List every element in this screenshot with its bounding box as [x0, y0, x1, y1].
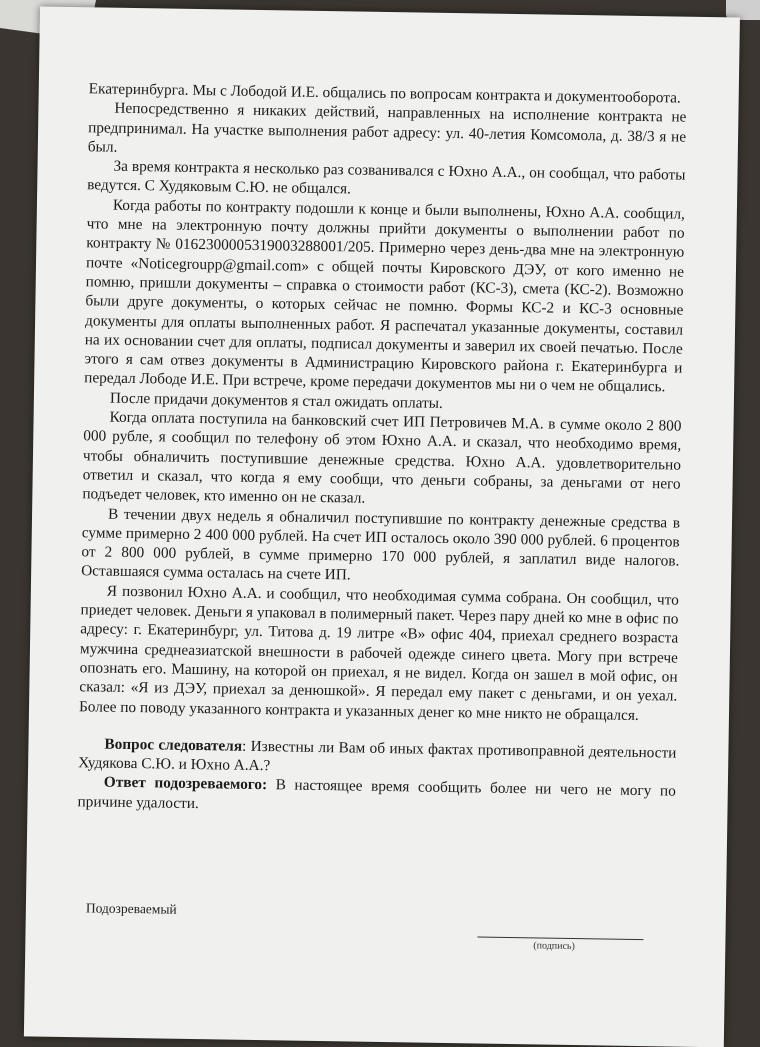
paragraph-4: Когда работы по контракту подошли к конце и были выполнены, Юхно А.А. сообщил, что мне на электронную почту должны прийти документы о выполнении работ по контракту № 0162300005319003288001/205. Примерно через день-два мне на электронную почте «Noticegroupp@gmail.com» с общей почты Кировского ДЭУ, от кого именно не помню, пришли документы – справка о стоимости работ (КС-3), смета (КС-2). Возможно были друге документы, о которых сейчас не помню. Формы КС-2 и КС-3 основные документы для оплаты выполненных работ. Я распечатал указанные документы, составил на их основании счет для оплаты, подписал документы и заверил их своей печатью. После этого я сам отвез документы в Администрацию Кировского района г. Екатеринбурга и передал Лободе И.Е. При встрече, кроме передачи документов мы ни о чем не общались.: [84, 196, 685, 396]
signature-caption: (подпись): [533, 940, 575, 953]
document-body: [77, 79, 686, 820]
paragraph-5: После придачи документов я стал ожидать оплаты.: [109, 389, 443, 412]
question-text: : Известны ли Вам об иных фактах противоправной деятельности Худякова С.Ю. и Юхно А.А.?: [78, 737, 677, 775]
document-page: [24, 7, 740, 1047]
paragraph-1: Екатеринбурга. Мы с Лободой И.Е. общались по вопросам контракта и документооборота.: [88, 80, 681, 107]
paragraph-8: Я позвонил Юхно А.А. и сообщил, что необходимая сумма собрана. Он сообщил, что приедет человек. Деньги я упаковал в полимерный пакет. Через пару дней ко мне в офис по адресу: г. Екатеринбург, ул. Титова д. 19 литре «В» офис 404, приехал среднего возраста мужчина среднеазиатской внешности в рабочей одежде синего цвета. Могу при встрече опознать его. Машину, на которой он приехал, я не видел. Когда он зашел в мой офис, он сказал: «Я из ДЭУ, приехал за денюшкой». Я передал ему пакет с деньгами, и он уехал. Более по поводу указанного контракта и указанных денег ко мне никто не обращался.: [78, 582, 679, 724]
question-label: Вопрос следователя: [104, 735, 243, 755]
paragraph-6: Когда оплата поступила на банковский счет ИП Петровичев М.А. в сумме около 2 800 000 рубле, я сообщил по телефону об этом Юхно А.А. и сказал, что необходимо время, чтобы обналичить поступившие денежные средства. Юхно А.А. удовлетворительно ответил и сказал, что когда я ему сообщи, что деньги собраны, за деньгами от него подъедет человек, кто именно он не сказал.: [82, 408, 682, 507]
answer-text: В настоящее время сообщить более ни чего не могу по причине удалости.: [77, 776, 676, 812]
signature-role-label: Подозреваемый: [85, 900, 177, 917]
paragraph-3: За время контракта я несколько раз созванивался с Юхно А.А., он сообщал, что работы ведутся. С Худяковым С.Ю. не общался.: [87, 157, 686, 198]
answer-label: Ответ подозреваемого:: [103, 773, 268, 794]
suspect-answer: [77, 773, 676, 821]
signature-line: [477, 936, 643, 940]
paragraph-2: Непосредственно я никаких действий, направленных на исполнение контракта не предпринимал. На участке выполнения работ адресу: ул. 40-летия Комсомола, д. 38/3 я не был.: [87, 99, 687, 156]
paragraph-7: В течении двух недель я обналичил поступившие по контракту денежные средства в сумме примерно 2 400 000 рублей. На счет ИП осталось около 390 000 рублей. 6 процентов от 2 800 000 рублей, в сумме примерно 170 000 рублей, я заплатил виде налогов. Оставшаяся сумма осталась на счете ИП.: [81, 505, 681, 584]
